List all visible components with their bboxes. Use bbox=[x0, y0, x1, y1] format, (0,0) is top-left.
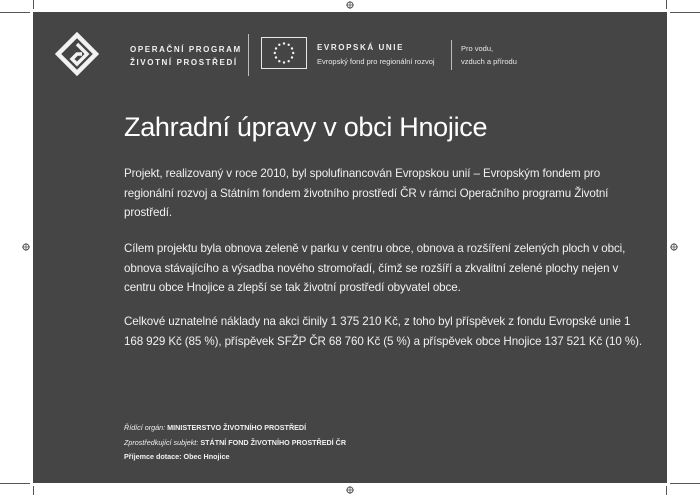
grant-recipient-line bbox=[124, 450, 346, 465]
operational-programme-logo-icon bbox=[55, 32, 99, 76]
header-divider bbox=[248, 34, 249, 76]
intermediate-body-line bbox=[124, 436, 346, 451]
managing-authority-label: Řídící orgán: bbox=[124, 423, 166, 432]
project-description-paragraph: Projekt, realizovaný v roce 2010, byl spolufinancován Evropskou unií – Evropským fondem pro regionální rozvoj a Státním fondem životního prostředí ČR v rámci Operačního programu Životní prostředí. bbox=[124, 167, 609, 219]
eu-flag-icon bbox=[261, 37, 307, 69]
footer-credits bbox=[124, 421, 346, 465]
eu-fund-name: Evropský fond pro regionální rozvoj bbox=[317, 57, 435, 66]
project-goal-paragraph: Cílem projektu byla obnova zeleně v parku v centru obce, obnova a rozšíření zelených ploch v obci, obnova stávajícího a výsadba nového stromořadí, čímž se rozšíří a zkvalitní zelené plochy nejen v centru obce Hnojice a zlepší se tak životní prostředí obyvatel obce. bbox=[124, 242, 626, 294]
header-divider bbox=[451, 40, 452, 70]
registration-mark-icon bbox=[346, 486, 354, 494]
info-plaque bbox=[33, 12, 667, 483]
registration-mark-icon bbox=[22, 243, 30, 251]
motto-line-1: Pro vodu, bbox=[461, 44, 494, 53]
motto-line-2: vzduch a přírodu bbox=[461, 57, 517, 66]
project-costs-paragraph: Celkové uznatelné náklady na akci činily 1 375 210 Kč, z toho byl příspěvek z fondu Evropské unie 1 168 929 Kč (85 %), příspěvek SFŽP ČR 68 760 Kč (5 %) a příspěvek obce Hnojice 137 521 Kč (10 %). bbox=[124, 315, 642, 348]
intermediate-body-value: STÁTNÍ FOND ŽIVOTNÍHO PROSTŘEDÍ ČR bbox=[200, 437, 347, 447]
crop-mark bbox=[0, 12, 30, 13]
motto bbox=[461, 42, 517, 68]
registration-mark-icon bbox=[346, 1, 354, 9]
crop-mark bbox=[0, 483, 30, 484]
registration-mark-icon bbox=[670, 243, 678, 251]
op-line-1: OPERAČNÍ PROGRAM bbox=[130, 45, 242, 54]
crop-mark bbox=[666, 486, 667, 495]
project-title: Zahradní úpravy v obci Hnojice bbox=[124, 112, 488, 142]
op-line-2: ŽIVOTNÍ PROSTŘEDÍ bbox=[130, 58, 238, 67]
crop-mark bbox=[33, 0, 34, 9]
grant-recipient-value: Obec Hnojice bbox=[183, 452, 230, 461]
crop-mark bbox=[670, 12, 700, 13]
crop-mark bbox=[670, 483, 700, 484]
eu-title: EVROPSKÁ UNIE bbox=[317, 43, 405, 52]
operational-programme-name bbox=[130, 43, 242, 69]
grant-recipient-label: Příjemce dotace: bbox=[124, 452, 182, 461]
intermediate-body-label: Zprostředkující subjekt: bbox=[124, 437, 199, 447]
crop-mark bbox=[33, 486, 34, 495]
crop-mark bbox=[666, 0, 667, 9]
managing-authority-value: MINISTERSTVO ŽIVOTNÍHO PROSTŘEDÍ bbox=[167, 423, 307, 432]
managing-authority-line bbox=[124, 421, 346, 436]
